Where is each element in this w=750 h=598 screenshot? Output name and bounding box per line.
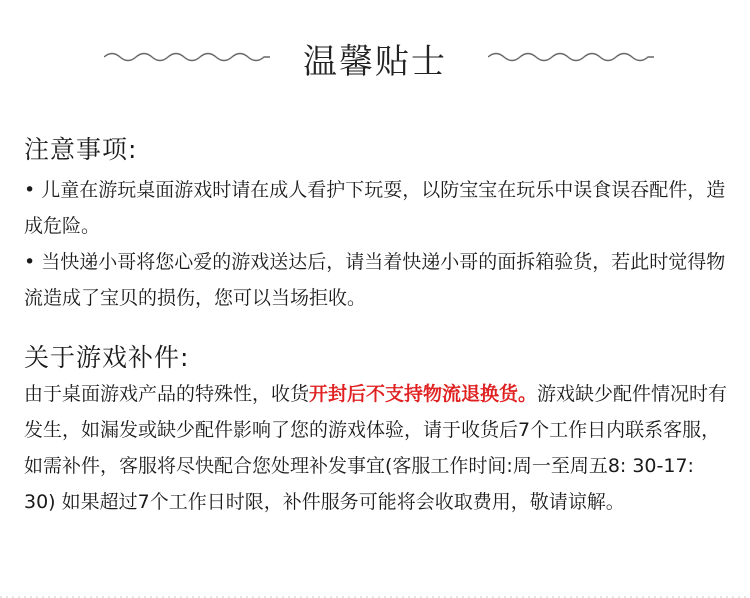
footer-dots-divider [0, 592, 750, 598]
page-header [0, 28, 750, 88]
wave-ornament-right-icon [488, 50, 654, 64]
parts-text-after: 游戏缺少配件情况时有发生，如漏发或缺少配件影响了您的游戏体验，请于收货后7个工作日内联系客服，如需补件，客服将尽快配合您处理补发事宜(客服工作时间:周一至周五8: 30-17: 30) 如果超过7个工作日时限，补件服务可能将会收取费用，敬请谅解。 [24, 383, 728, 513]
parts-text-before: 由于桌面游戏产品的特殊性，收货 [24, 383, 310, 405]
parts-heading: 关于游戏补件: [24, 343, 190, 372]
notice-item-delivery-check: • 当快递小哥将您心爱的游戏送达后，请当着快递小哥的面拆箱验货，若此时觉得物流造成了宝贝的损伤，您可以当场拒收。 [24, 251, 726, 309]
parts-paragraph [24, 376, 728, 520]
page-title: 温馨贴士 [303, 42, 447, 82]
notice-item-child-safety: • 儿童在游玩桌面游戏时请在成人看护下玩耍，以防宝宝在玩乐中误食误吞配件，造成危险。 [24, 179, 726, 237]
parts-highlight-text: 开封后不支持物流退换货。 [309, 383, 538, 405]
notice-heading: 注意事项: [24, 135, 138, 164]
